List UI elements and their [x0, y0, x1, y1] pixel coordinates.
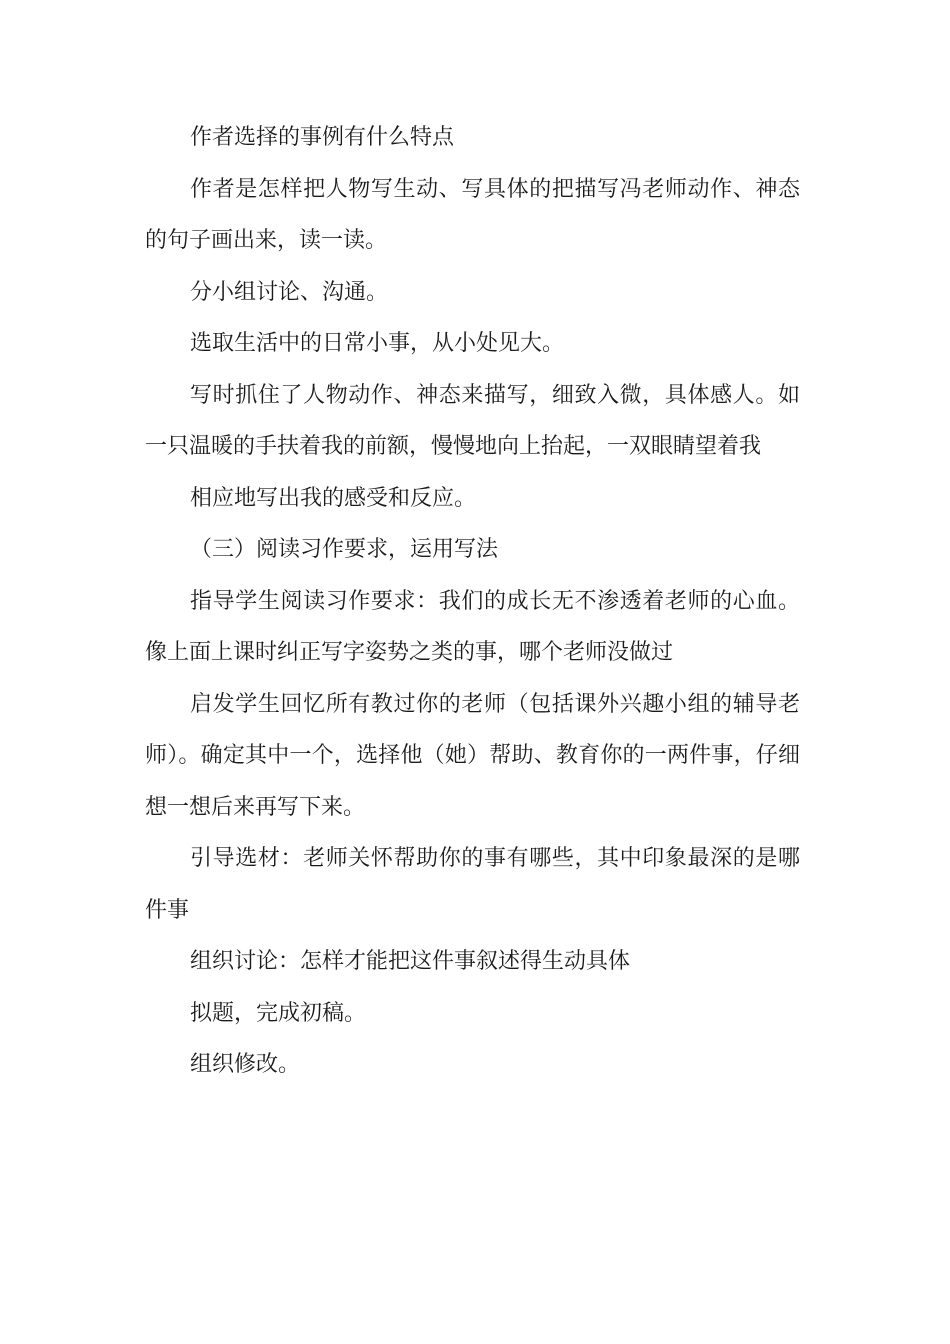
paragraph-10: 引导选材：老师关怀帮助你的事有哪些，其中印象最深的是哪件事	[145, 846, 800, 923]
paragraph-4: 选取生活中的日常小事，从小处见大。	[190, 331, 565, 356]
paragraph-7: （三）阅读习作要求，运用写法	[190, 537, 499, 562]
paragraph-1: 作者选择的事例有什么特点	[190, 125, 455, 150]
paragraph-12: 拟题，完成初稿。	[190, 1000, 367, 1026]
document-body	[145, 112, 800, 1091]
paragraph-3: 分小组讨论、沟通。	[190, 279, 389, 305]
paragraph-6: 相应地写出我的感受和反应。	[190, 485, 477, 511]
paragraph-5: 写时抓住了人物动作、神态来描写，细致入微，具体感人。如一只温暖的手扶着我的前额，慢慢地向上抬起，一双眼睛望着我	[145, 382, 800, 459]
paragraph-9: 启发学生回忆所有教过你的老师（包括课外兴趣小组的辅导老师）。确定其中一个，选择他（她）帮助、教育你的一两件事，仔细想一想后来再写下来。	[145, 691, 800, 820]
paragraph-2: 作者是怎样把人物写生动、写具体的把描写冯老师动作、神态的句子画出来，读一读。	[145, 176, 800, 253]
paragraph-11: 组织讨论：怎样才能把这件事叙述得生动具体	[190, 949, 631, 974]
paragraph-8: 指导学生阅读习作要求：我们的成长无不渗透着老师的心血。像上面上课时纠正写字姿势之类的事，哪个老师没做过	[145, 588, 800, 665]
paragraph-13: 组织修改。	[190, 1052, 301, 1077]
